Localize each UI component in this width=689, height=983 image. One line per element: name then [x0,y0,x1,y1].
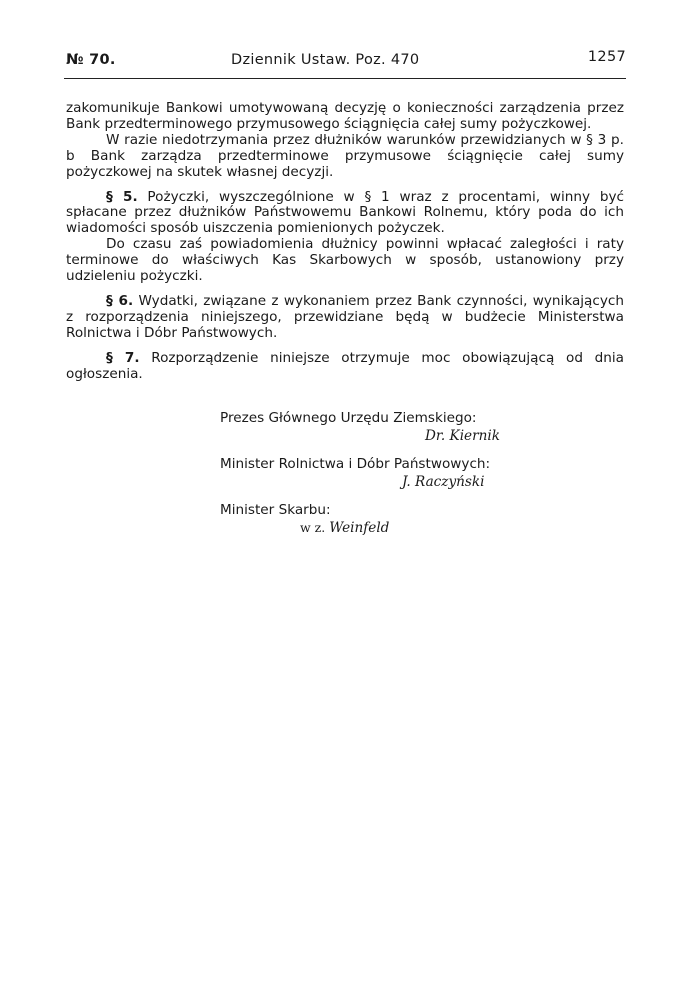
paragraph-2: W razie niedotrzymania przez dłużników warunków przewidzianych w § 3 p. b Bank zarządza przedterminowe przymusowe ściągnięcie całej sumy pożyczkowej na skutek własnej decyzji. [66,131,624,180]
signature-title: Minister Skarbu: [220,502,331,518]
paragraph-section-7: § 7. Rozporządzenie niniejsze otrzymuje moc obowiązującą od dnia ogłoszenia. [66,349,624,382]
signature-name-line [220,519,540,537]
signature-title: Prezes Głównego Urzędu Ziemskiego: [220,410,477,426]
paragraph-section-5: § 5. Pożyczki, wyszczególnione w § 1 wraz z procentami, winny być spłacane przez dłużników Państwowemu Bankowi Rolnemu, który poda do ich wiadomości sposób uiszczenia pomienionych pożyczek. [66,188,624,237]
paragraph-1: zakomunikuje Bankowi umotywowaną decyzję o konieczności zarządzenia przez Bank przedterminowego przymusowego ściągnięcia całej sumy pożyczkowej. [66,100,624,132]
section-5-label: § 5. [106,188,138,205]
section-6-label: § 6. [106,292,134,309]
body-text [66,101,624,383]
signature-block [220,409,540,445]
signature-title: Minister Rolnictwa i Dóbr Państwowych: [220,456,491,472]
page-header [66,50,626,72]
section-7-label: § 7. [106,349,140,366]
signature-name: Dr. Kiernik [425,428,500,444]
signature-block [220,455,540,491]
header-rule [64,78,626,79]
signature-name: Weinfeld [329,520,390,536]
signature-block [220,501,540,537]
signature-prefix: w z. [300,520,326,535]
issue-number: № 70. [66,52,116,68]
signature-name: J. Raczyński [402,474,485,490]
paragraph-4: Do czasu zaś powiadomienia dłużnicy powinni wpłacać zaległości i raty terminowe do właściwych Kas Skarbowych w sposób, ustanowiony przy udzieleniu pożyczki. [66,236,624,285]
page-number: 1257 [587,49,626,65]
signatures [220,409,540,547]
journal-title: Dziennik Ustaw. Poz. 470 [231,52,420,68]
paragraph-section-6: § 6. Wydatki, związane z wykonaniem przez Bank czynności, wynikających z rozporządzenia niniejszego, przewidziane będą w budżecie Ministerstwa Rolnictwa i Dóbr Państwowych. [66,292,624,341]
